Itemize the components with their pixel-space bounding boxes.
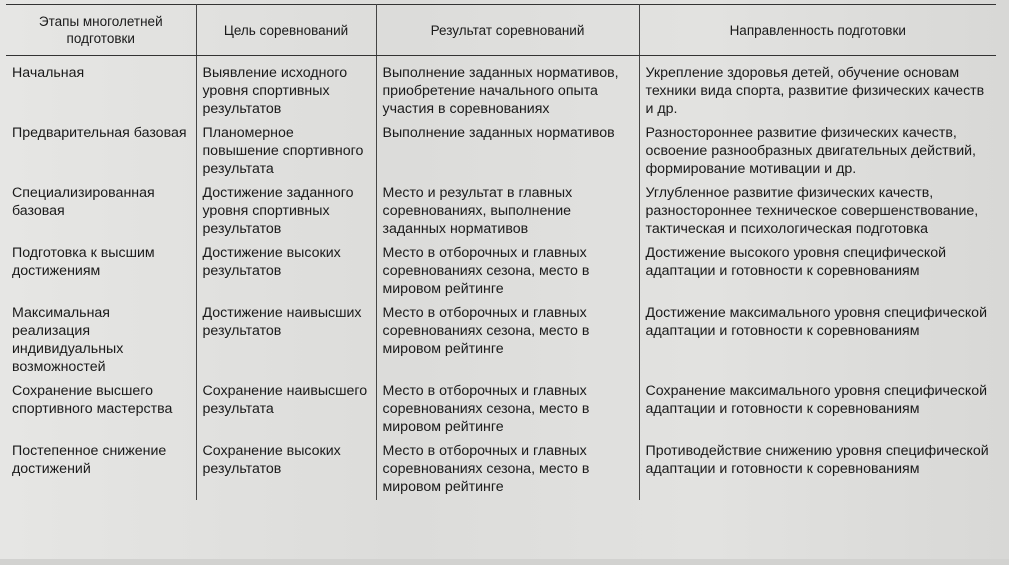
page-bottom-edge xyxy=(0,559,1009,565)
cell-stage: Начальная xyxy=(6,56,196,123)
cell-goal: Планомерное повышение спортивного результата xyxy=(196,122,376,182)
cell-result: Место в отборочных и главных соревнованиях сезона, место в мировом рейтинге xyxy=(376,380,639,440)
table-row xyxy=(6,302,996,380)
table-row xyxy=(6,380,996,440)
cell-result: Выполнение заданных нормативов, приобретение начального опыта участия в соревнованиях xyxy=(376,56,639,123)
header-stages: Этапы многолетней подготовки xyxy=(6,5,196,56)
cell-focus: Достижение максимального уровня специфической адаптации и готовности к соревнованиям xyxy=(645,305,987,339)
cell-goal: Сохранение наивысшего результата xyxy=(196,380,376,440)
cell-focus: Углубленное развитие физических качеств, разностороннее техническое совершенствование, тактическая и психологическая подготовка xyxy=(645,185,979,237)
cell-result: Место в отборочных и главных соревнованиях сезона, место в мировом рейтинге xyxy=(376,440,639,500)
cell-stage: Подготовка к высшим достижениям xyxy=(6,242,196,302)
cell-stage: Сохранение высшего спортивного мастерства xyxy=(6,380,196,440)
cell-result: Место и результат в главных соревнованиях, выполнение заданных нормативов xyxy=(376,182,639,242)
cell-focus: Укрепление здоровья детей, обучение основам техники вида спорта, развитие физических качеств и др. xyxy=(645,65,985,117)
cell-focus: Разностороннее развитие физических качеств, освоение разнообразных двигательных действий, формирование мотивации и др. xyxy=(645,125,976,177)
cell-stage: Специализированная базовая xyxy=(6,182,196,242)
table-header-row xyxy=(6,5,996,56)
cell-result: Место в отборочных и главных соревнованиях сезона, место в мировом рейтинге xyxy=(376,302,639,380)
cell-stage: Постепенное снижение достижений xyxy=(6,440,196,500)
cell-focus: Противодействие снижению уровня специфической адаптации и готовности к соревнованиям xyxy=(645,443,989,477)
table-row xyxy=(6,440,996,500)
table-row xyxy=(6,182,996,242)
cell-focus: Сохранение максимального уровня специфической адаптации и готовности к соревнованиям xyxy=(645,383,988,417)
cell-stage: Предварительная базовая xyxy=(6,122,196,182)
cell-goal: Сохранение высоких результатов xyxy=(196,440,376,500)
header-goal: Цель соревнований xyxy=(196,5,376,56)
cell-stage: Максимальная реализация индивидуальных возможностей xyxy=(6,302,196,380)
cell-goal: Достижение заданного уровня спортивных результатов xyxy=(196,182,376,242)
cell-result: Место в отборочных и главных соревнованиях сезона, место в мировом рейтинге xyxy=(376,242,639,302)
cell-goal: Выявление исходного уровня спортивных результатов xyxy=(196,56,376,123)
training-stages-table xyxy=(6,4,996,500)
header-result: Результат соревнований xyxy=(376,5,639,56)
header-focus: Направленность подготовки xyxy=(639,5,996,56)
table-row xyxy=(6,56,996,123)
table-row xyxy=(6,122,996,182)
table-row xyxy=(6,242,996,302)
cell-result: Выполнение заданных нормативов xyxy=(376,122,639,182)
cell-goal: Достижение наивысших результатов xyxy=(196,302,376,380)
cell-focus: Достижение высокого уровня специфической адаптации и готовности к соревнованиям xyxy=(645,245,947,279)
cell-goal: Достижение высоких результатов xyxy=(196,242,376,302)
